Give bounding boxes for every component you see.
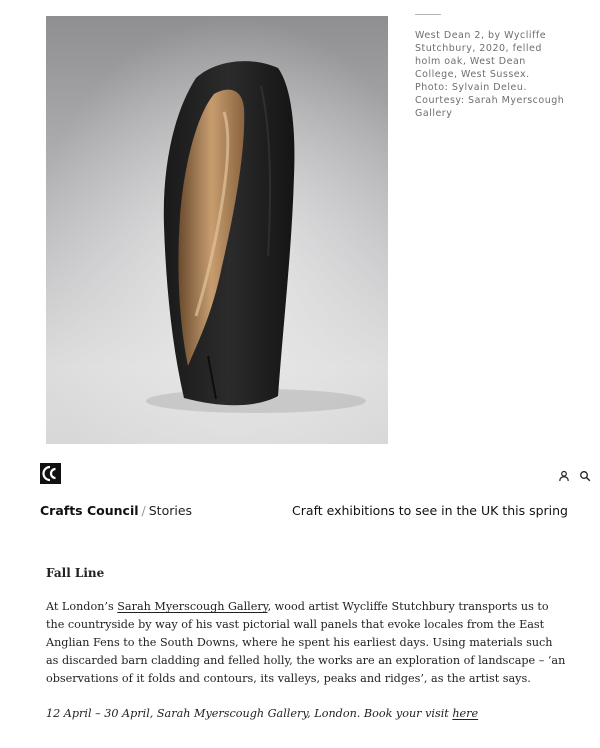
crafts-council-logo[interactable] xyxy=(40,463,61,484)
gallery-link[interactable]: Sarah Myerscough Gallery xyxy=(117,600,268,613)
search-icon[interactable] xyxy=(579,467,591,479)
article-paragraph xyxy=(46,598,566,688)
paragraph-rest: , wood artist Wycliffe Stutchbury transports us to the countryside by way of his vast pictorial wall panels that evoke locales from the East Anglian Fens to the South Downs, where he spent his earliest days. Using materials such as discarded barn cladding and felled holly, the works are an exploration of landscape – ‘an observations of it folds and contours, its valleys, peaks and ridges’, as the artist says. xyxy=(46,600,566,685)
figure-caption: West Dean 2, by Wycliffe Stutchbury, 2020, felled holm oak, West Dean College, West Sussex. Photo: Sylvain Deleu. Courtesy: Sarah Myerscough Gallery xyxy=(415,30,565,119)
artwork-image xyxy=(46,16,388,444)
breadcrumb-separator: / xyxy=(141,503,146,518)
paragraph-intro: At London’s xyxy=(46,600,118,613)
breadcrumb-section-link[interactable]: Stories xyxy=(148,503,193,518)
breadcrumb-site-link[interactable]: Crafts Council xyxy=(40,503,139,518)
caption-divider xyxy=(415,14,441,15)
story-title-link[interactable]: Craft exhibitions to see in the UK this spring xyxy=(292,503,568,518)
user-icon[interactable] xyxy=(558,467,570,479)
figure-caption-block xyxy=(415,14,565,120)
breadcrumb xyxy=(40,503,568,521)
event-text: 12 April – 30 April, Sarah Myerscough Gallery, London. Book your visit xyxy=(46,707,453,720)
event-details xyxy=(46,705,566,723)
book-visit-link[interactable]: here xyxy=(452,707,479,720)
breadcrumb-trail xyxy=(40,503,192,518)
article-heading: Fall Line xyxy=(46,566,105,580)
